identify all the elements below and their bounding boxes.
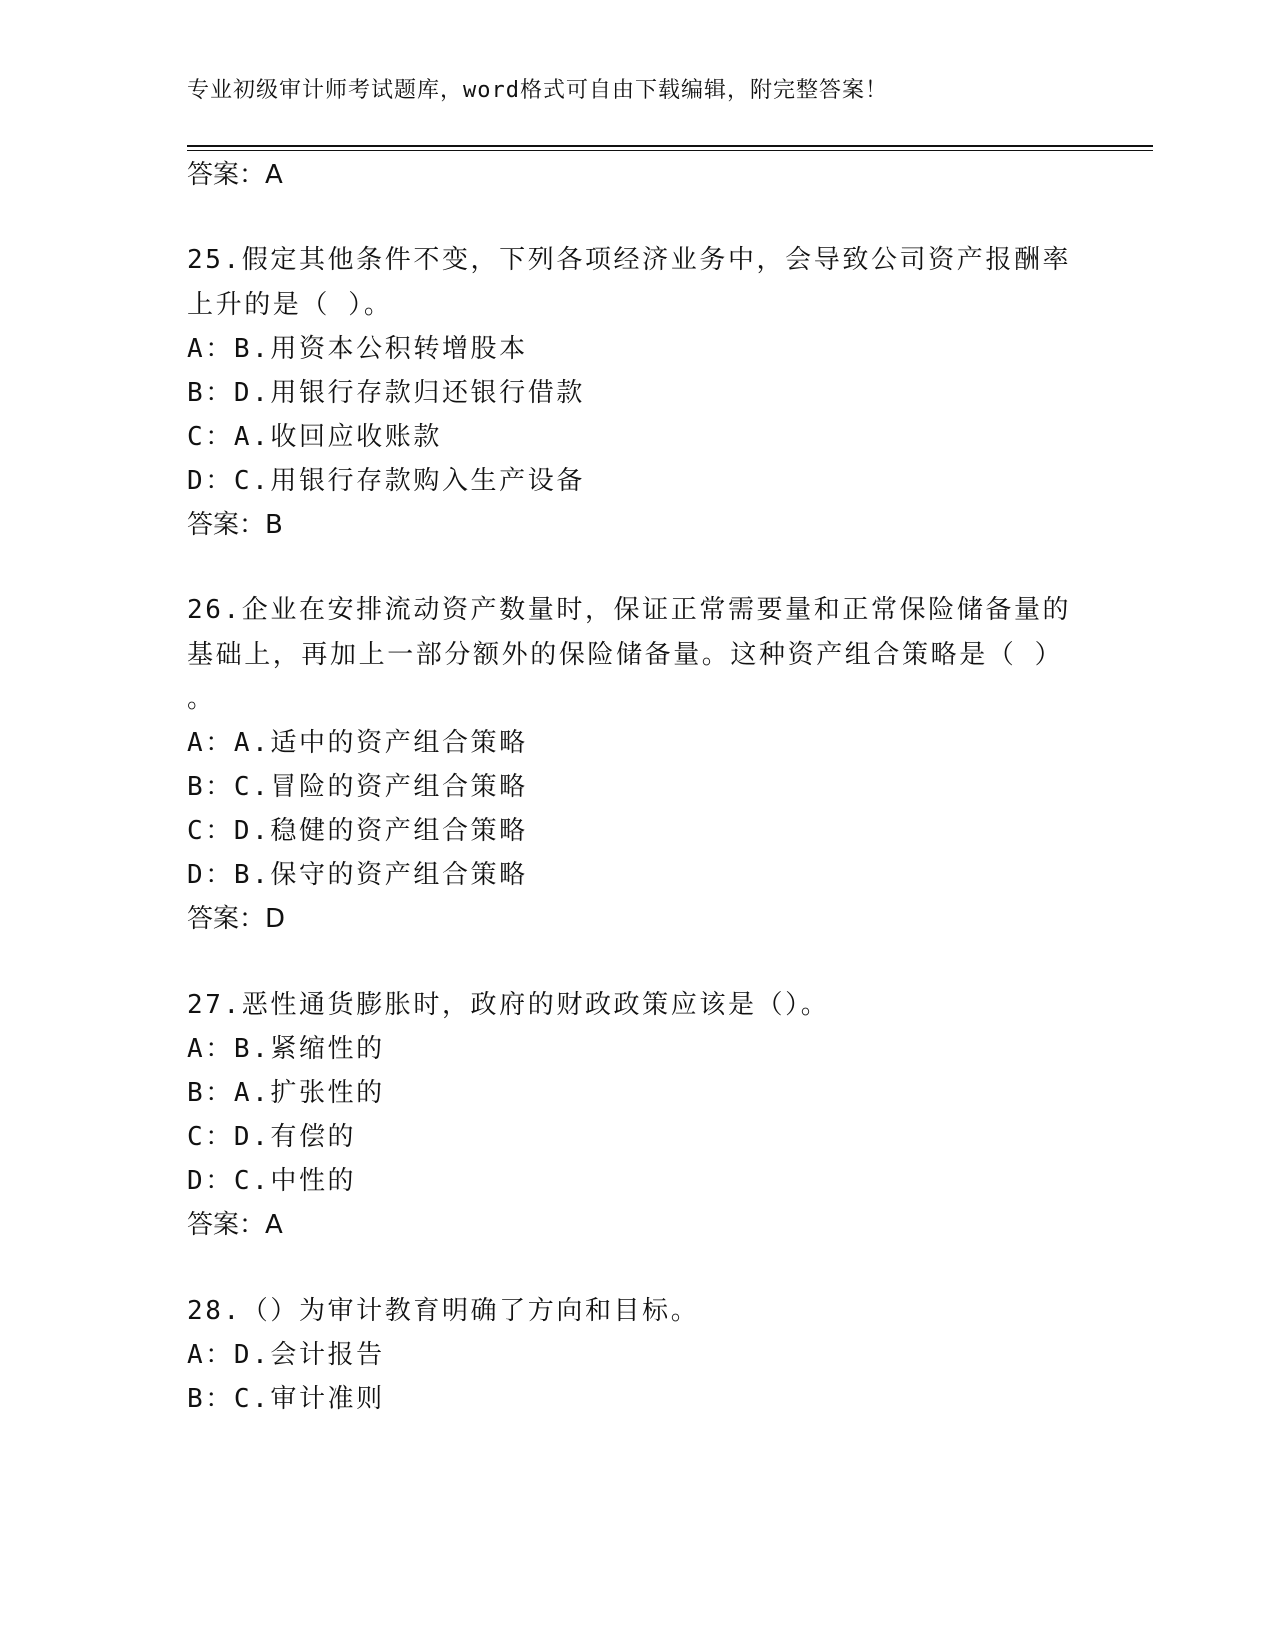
page-header: 专业初级审计师考试题库，word格式可自由下载编辑，附完整答案！	[187, 78, 888, 103]
question-26-option-d: D：B.保守的资产组合策略	[187, 860, 528, 890]
question-26-answer: 答案：D	[187, 904, 286, 934]
question-27-option-a: A：B.紧缩性的	[187, 1034, 385, 1064]
question-28-option-a: A：D.会计报告	[187, 1340, 385, 1370]
question-25-line-2: 上升的是（ ）。	[187, 290, 393, 320]
question-26-line-2: 基础上，再加上一部分额外的保险储备量。这种资产组合策略是（ ）	[187, 640, 1064, 670]
question-25-option-b: B：D.用银行存款归还银行借款	[187, 378, 585, 408]
question-27-option-d: D：C.中性的	[187, 1166, 357, 1196]
question-27-option-b: B：A.扩张性的	[187, 1078, 385, 1108]
question-28-option-b: B：C.审计准则	[187, 1384, 385, 1414]
question-26-line-1: 26.企业在安排流动资产数量时，保证正常需要量和正常保险储备量的	[187, 595, 1072, 625]
question-25-line-1: 25.假定其他条件不变，下列各项经济业务中，会导致公司资产报酬率	[187, 245, 1072, 275]
question-27-option-c: C：D.有偿的	[187, 1122, 357, 1152]
question-27-line-1: 27.恶性通货膨胀时，政府的财政政策应该是（）。	[187, 990, 830, 1020]
question-27-answer: 答案：A	[187, 1210, 283, 1240]
question-26-option-c: C：D.稳健的资产组合策略	[187, 816, 528, 846]
question-26-line-3: 。	[187, 684, 216, 714]
question-25-option-a: A：B.用资本公积转增股本	[187, 334, 528, 364]
question-25-answer: 答案：B	[187, 510, 283, 540]
prev-answer: 答案：A	[187, 160, 283, 190]
question-26-option-a: A：A.适中的资产组合策略	[187, 728, 528, 758]
header-divider	[187, 145, 1153, 151]
question-26-option-b: B：C.冒险的资产组合策略	[187, 772, 528, 802]
question-28-line-1: 28.（）为审计教育明确了方向和目标。	[187, 1296, 700, 1326]
question-25-option-d: D：C.用银行存款购入生产设备	[187, 466, 585, 496]
question-25-option-c: C：A.收回应收账款	[187, 422, 442, 452]
